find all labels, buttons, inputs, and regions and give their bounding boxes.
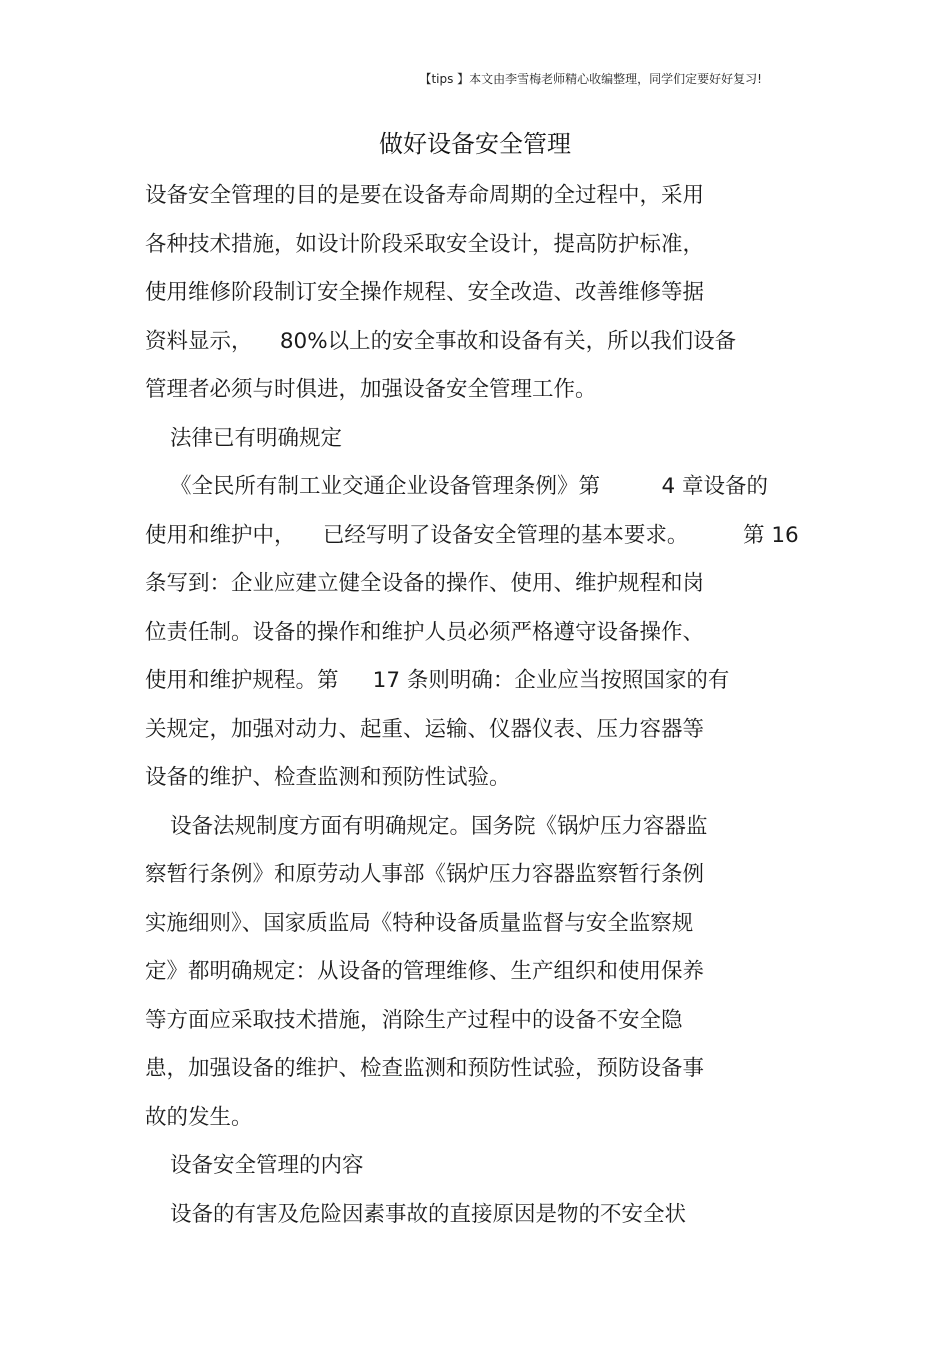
paragraph-line: 使用和维护规程。第 17 条则明确：企业应当按照国家的有 [145,668,730,693]
paragraph-line: 管理者必须与时俱进，加强设备安全管理工作。 [145,377,597,402]
document-title: 做好设备安全管理 [379,130,571,158]
paragraph-line: 《全民所有制工业交通企业设备管理条例》第 4 章设备的 [170,474,769,499]
paragraph-line: 设备法规制度方面有明确规定。国务院《锅炉压力容器监 [170,813,708,839]
paragraph-line: 设备安全管理的目的是要在设备寿命周期的全过程中，采用 [145,183,705,208]
paragraph-line: 条写到：企业应建立健全设备的操作、使用、维护规程和岗 [145,571,705,596]
paragraph-line: 资料显示， 80%以上的安全事故和设备有关，所以我们设备 [145,328,737,354]
paragraph-line: 等方面应采取技术措施，消除生产过程中的设备不安全隐 [145,1007,683,1033]
paragraph-line: 位责任制。设备的操作和维护人员必须严格遵守设备操作、 [145,619,705,645]
paragraph-line: 设备安全管理的内容 [170,1153,364,1178]
paragraph-line: 患，加强设备的维护、检查监测和预防性试验，预防设备事 [145,1056,705,1081]
paragraph-line: 各种技术措施，如设计阶段采取安全设计，提高防护标准， [145,231,705,257]
header-tip: 【tips 】本文由李雪梅老师精心收编整理，同学们定要好好复习! [419,72,762,86]
paragraph-line: 察暂行条例》和原劳动人事部《锅炉压力容器监察暂行条例 [145,862,705,887]
paragraph-line: 设备的有害及危险因素事故的直接原因是物的不安全状 [170,1201,687,1227]
paragraph-line: 关规定，加强对动力、起重、运输、仪器仪表、压力容器等 [145,716,705,742]
paragraph-line: 故的发生。 [145,1104,253,1130]
paragraph-line: 法律已有明确规定 [170,425,343,451]
document-body [145,172,799,1239]
paragraph-line: 使用维修阶段制订安全操作规程、安全改造、改善维修等据 [145,280,705,305]
paragraph-line: 实施细则》、国家质监局《特种设备质量监督与安全监察规 [145,910,694,936]
paragraph-line: 使用和维护中， 已经写明了设备安全管理的基本要求。 第 16 [145,522,799,548]
paragraph-line: 设备的维护、检查监测和预防性试验。 [145,765,511,790]
paragraph-line: 定》都明确规定：从设备的管理维修、生产组织和使用保养 [145,959,705,984]
